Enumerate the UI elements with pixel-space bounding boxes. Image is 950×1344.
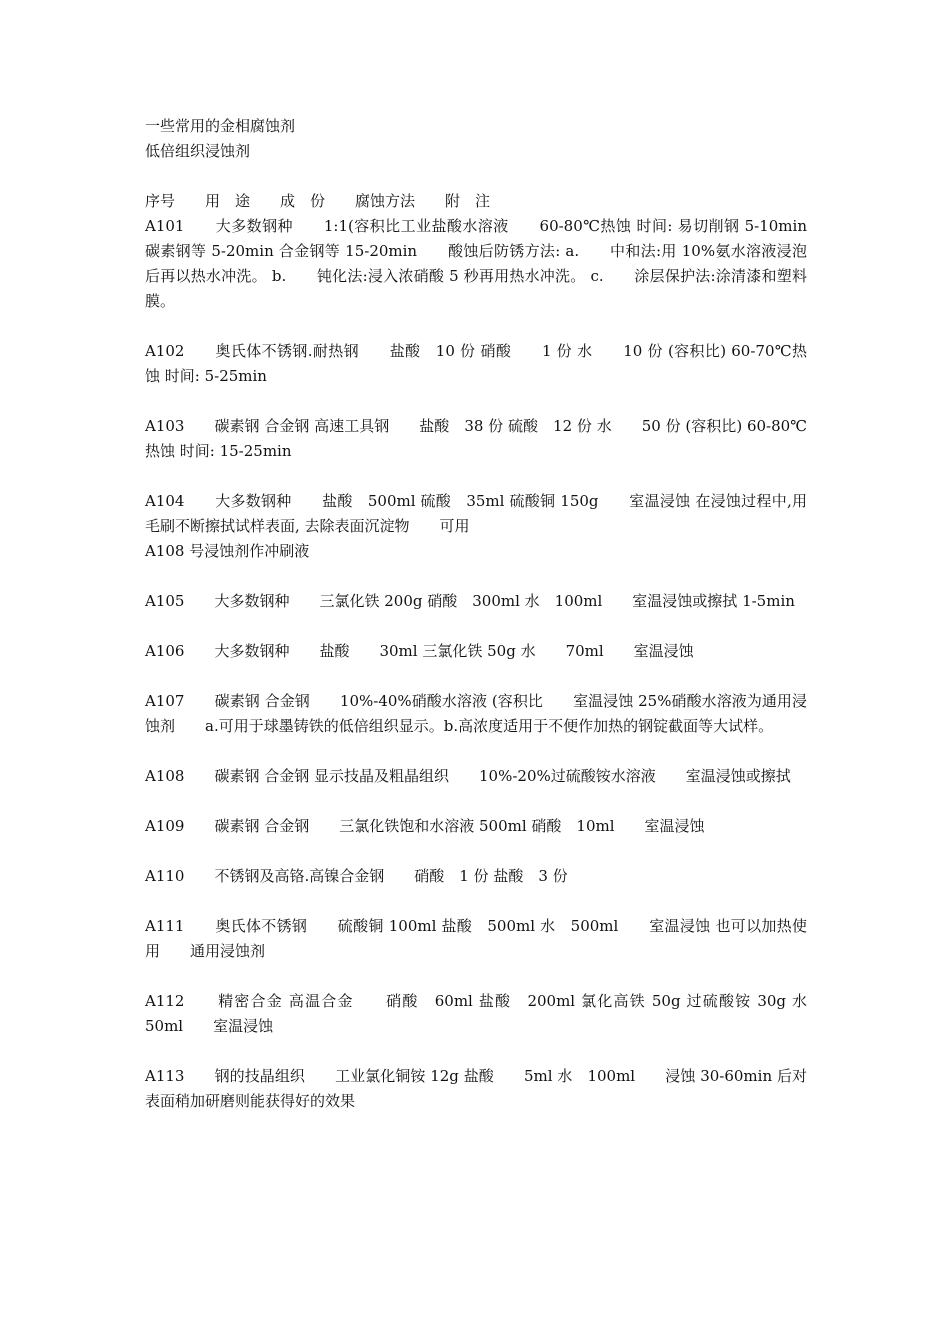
entry-text: A102 奥氏体不锈钢.耐热钢 盐酸 10 份 硝酸 1 份 水 10 份 (容积比) 60-70℃热蚀 时间: 5-25min xyxy=(145,342,807,385)
etchant-entry xyxy=(145,339,807,389)
entry-text: A101 大多数钢种 1:1(容积比工业盐酸水溶液 60-80℃热蚀 时间: 易切削钢 5-10min 碳素钢等 5-20min 合金钢等 15-20min 酸蚀后防锈方法: a. 中和法:用 10%氨水溶液浸泡后再以热水冲洗。 b. 钝化法:浸入浓硝酸 5 秒再用热水冲洗。 c. 涂层保护法:涂清漆和塑料膜。 xyxy=(145,217,807,310)
etchant-entry xyxy=(145,689,807,739)
entry-text: A105 大多数钢种 三氯化铁 200g 硝酸 300ml 水 100ml 室温浸蚀或擦拭 1-5min xyxy=(145,592,795,610)
entry-text: A108 碳素钢 合金钢 显示技晶及粗晶组织 10%-20%过硫酸铵水溶液 室温浸蚀或擦拭 xyxy=(145,767,791,785)
entry-text: A106 大多数钢种 盐酸 30ml 三氯化铁 50g 水 70ml 室温浸蚀 xyxy=(145,642,694,660)
column-header: 序号 用 途 成 份 腐蚀方法 附 注 xyxy=(145,192,491,210)
entry-text: A107 碳素钢 合金钢 10%-40%硝酸水溶液 (容积比 室温浸蚀 25%硝酸水溶液为通用浸蚀剂 a.可用于球墨铸铁的低倍组织显示。b.高浓度适用于不便作加热的钢锭截面等大试样。 xyxy=(145,692,807,735)
spacer xyxy=(145,164,807,189)
entry-text: A103 碳素钢 合金钢 高速工具钢 盐酸 38 份 硫酸 12 份 水 50 份 (容积比) 60-80℃热蚀 时间: 15-25min xyxy=(145,417,807,460)
etchant-entry xyxy=(145,914,807,964)
entry-text: A110 不锈钢及高铬.高镍合金钢 硝酸 1 份 盐酸 3 份 xyxy=(145,867,568,885)
entry-text: A108 号浸蚀剂作冲刷液 xyxy=(145,542,310,560)
etchant-entry xyxy=(145,989,838,1039)
etchant-entry xyxy=(145,864,807,889)
etchant-entry xyxy=(145,589,807,614)
document-page xyxy=(145,114,838,1114)
entry-text: A104 大多数钢种 盐酸 500ml 硫酸 35ml 硫酸铜 150g 室温浸蚀 在浸蚀过程中,用 毛刷不断擦拭试样表面, 去除表面沉淀物 可用 xyxy=(145,492,807,535)
entry-text: A109 碳素钢 合金钢 三氯化铁饱和水溶液 500ml 硝酸 10ml 室温浸蚀 xyxy=(145,817,705,835)
document-subtitle: 低倍组织浸蚀剂 xyxy=(145,142,251,160)
etchant-entry xyxy=(145,814,807,839)
etchant-entry xyxy=(145,214,807,314)
etchant-entry xyxy=(145,639,807,664)
entry-text: A113 钢的技晶组织 工业氯化铜铵 12g 盐酸 5ml 水 100ml 浸蚀 30-60min 后对表面稍加研磨则能获得好的效果 xyxy=(145,1067,807,1110)
etchant-entry xyxy=(145,414,807,464)
entry-text: A112 精密合金 高温合金 硝酸 60ml 盐酸 200ml 氯化高铁 50g 过硫酸铵 30g 水 50ml 室温浸蚀 xyxy=(145,992,838,1035)
etchant-entry xyxy=(145,1064,807,1114)
entry-text: A111 奥氏体不锈钢 硫酸铜 100ml 盐酸 500ml 水 500ml 室温浸蚀 也可以加热使用 通用浸蚀剂 xyxy=(145,917,807,960)
document-title: 一些常用的金相腐蚀剂 xyxy=(145,117,296,135)
etchant-entry xyxy=(145,764,807,789)
etchant-entry xyxy=(145,489,807,564)
entry-list xyxy=(145,214,838,1114)
